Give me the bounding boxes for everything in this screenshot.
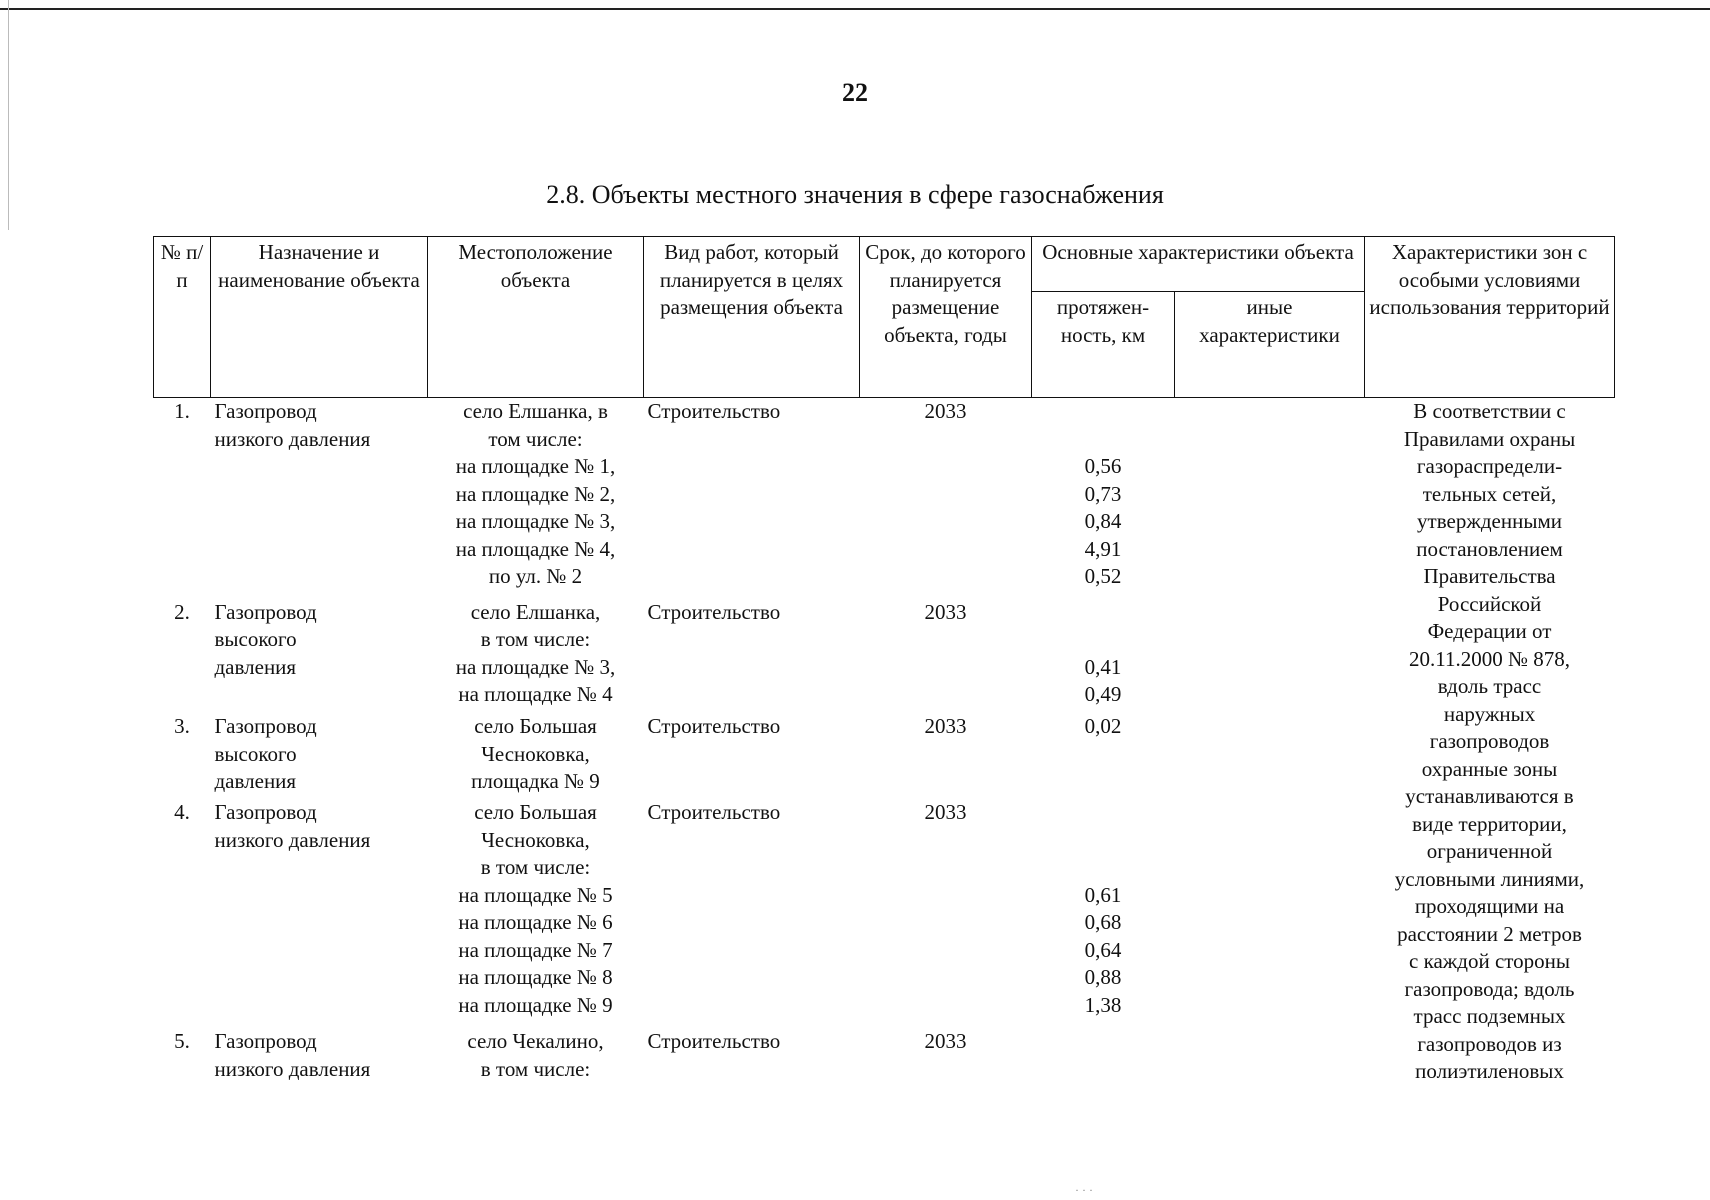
object-location-line: Чесноковка, bbox=[481, 741, 590, 766]
length-km bbox=[1032, 599, 1175, 714]
other-characteristics bbox=[1175, 398, 1365, 599]
deadline-year: 2033 bbox=[924, 599, 967, 624]
length-km-line: 0,61 bbox=[1084, 882, 1122, 907]
other-characteristics bbox=[1175, 599, 1365, 714]
object-location-line: в том числе: bbox=[480, 1056, 591, 1081]
zone-characteristics-line: с каждой стороны bbox=[1409, 949, 1571, 973]
object-location-line: на площадке № 8 bbox=[458, 965, 613, 990]
object-location bbox=[428, 799, 644, 1028]
object-location-line: в том числе: bbox=[480, 627, 591, 652]
header-deadline: Срок, до которого планируется размещение объекта, годы bbox=[860, 237, 1032, 398]
zone-characteristics-line: вдоль трасс bbox=[1437, 674, 1542, 698]
zone-characteristics-line: тельных сетей, bbox=[1422, 481, 1557, 506]
object-location-line: на площадке № 2, bbox=[455, 481, 616, 506]
zone-characteristics-line: постановлением bbox=[1416, 536, 1563, 561]
object-location-line: на площадке № 3, bbox=[455, 654, 616, 679]
object-location-line: на площадке № 1, bbox=[455, 454, 616, 478]
object-location-line: площадка № 9 bbox=[471, 769, 600, 794]
length-km-line: 4,91 bbox=[1084, 536, 1122, 561]
zone-characteristics-line: Правительства bbox=[1423, 564, 1556, 588]
zone-characteristics-line: В соответствии с bbox=[1413, 399, 1566, 423]
table-header bbox=[154, 237, 1615, 398]
length-km bbox=[1032, 799, 1175, 1028]
object-location-line: на площадке № 4 bbox=[458, 682, 613, 707]
length-km bbox=[1032, 713, 1175, 799]
header-zones: Характеристики зон с особыми условиями использования территорий bbox=[1365, 237, 1615, 398]
row-number: 5. bbox=[174, 1029, 190, 1054]
zone-characteristics-line: проходящими на bbox=[1414, 894, 1565, 918]
object-location bbox=[428, 599, 644, 714]
length-km-line bbox=[1036, 426, 1171, 454]
zone-characteristics-line: условными линиями, bbox=[1394, 866, 1585, 891]
object-location-line: село Елшанка, в bbox=[463, 399, 608, 423]
length-km-line bbox=[1036, 799, 1171, 827]
length-km-line bbox=[1036, 626, 1171, 654]
object-location-line: том числе: bbox=[488, 426, 583, 451]
length-km-line: 0,68 bbox=[1084, 910, 1122, 935]
length-km bbox=[1032, 398, 1175, 599]
other-characteristics bbox=[1175, 713, 1365, 799]
object-location-line: село Большая bbox=[474, 714, 597, 739]
zone-characteristics-line: виде территории, bbox=[1412, 811, 1567, 836]
header-location: Местоположение объекта bbox=[428, 237, 644, 398]
object-name bbox=[211, 713, 428, 799]
object-location bbox=[428, 1028, 644, 1085]
object-name-line: высокого bbox=[214, 627, 297, 652]
length-km-line: 0,73 bbox=[1084, 481, 1122, 506]
length-km-line bbox=[1036, 599, 1171, 627]
deadline-year: 2033 bbox=[924, 399, 967, 423]
length-km-line: 0,49 bbox=[1084, 682, 1122, 707]
object-location-line: на площадке № 9 bbox=[458, 992, 613, 1017]
row-number: 3. bbox=[174, 714, 190, 739]
zone-characteristics-line: наружных bbox=[1443, 701, 1536, 726]
zone-characteristics-line: охранные зоны bbox=[1421, 756, 1558, 781]
zone-characteristics-line: газопровода; вдоль bbox=[1404, 976, 1575, 1001]
zone-characteristics-line: Правилами охраны bbox=[1403, 426, 1576, 451]
length-km-line bbox=[1036, 827, 1171, 855]
object-location-line: в том числе: bbox=[480, 855, 591, 880]
object-name-line: Газопровод bbox=[214, 800, 317, 825]
object-name-line: низкого давления bbox=[214, 1056, 371, 1081]
object-location-line: на площадке № 7 bbox=[458, 937, 613, 962]
zone-characteristics bbox=[1365, 398, 1615, 1086]
header-length: протяжен-ность, км bbox=[1032, 292, 1175, 398]
object-location-line: село Чекалино, bbox=[467, 1029, 604, 1054]
object-name bbox=[211, 599, 428, 714]
deadline-year: 2033 bbox=[924, 1029, 967, 1054]
length-km-line bbox=[1036, 854, 1171, 882]
gas-objects-table bbox=[153, 236, 1615, 1086]
zone-characteristics-line: полиэтиленовых bbox=[1415, 1059, 1564, 1083]
work-type: Строительство bbox=[647, 714, 781, 739]
row-number: 2. bbox=[174, 599, 190, 624]
object-location-line: по ул. № 2 bbox=[488, 564, 583, 588]
zone-characteristics-line: газопроводов из bbox=[1417, 1031, 1562, 1056]
object-name-line: высокого bbox=[214, 741, 297, 766]
object-location-line: на площадке № 5 bbox=[458, 882, 613, 907]
header-main-characteristics: Основные характеристики объекта bbox=[1032, 237, 1365, 292]
length-km-line: 0,52 bbox=[1084, 564, 1122, 588]
row-number: 4. bbox=[174, 800, 190, 825]
other-characteristics bbox=[1175, 799, 1365, 1028]
length-km-line: 1,38 bbox=[1084, 992, 1122, 1017]
length-km-line bbox=[1036, 398, 1171, 426]
object-name bbox=[211, 1028, 428, 1085]
table-row bbox=[154, 398, 1615, 599]
length-km bbox=[1032, 1028, 1175, 1085]
length-km-line: 0,84 bbox=[1084, 509, 1122, 533]
object-location bbox=[428, 398, 644, 599]
object-location-line: село Елшанка, bbox=[470, 599, 601, 624]
length-km-line: 0,41 bbox=[1084, 654, 1122, 679]
header-other: иные характеристики bbox=[1175, 292, 1365, 398]
object-name-line: Газопровод bbox=[214, 714, 317, 739]
object-location-line: на площадке № 4, bbox=[455, 536, 616, 561]
zone-characteristics-line: Российской bbox=[1437, 591, 1542, 616]
object-location-line: Чесноковка, bbox=[481, 827, 590, 852]
object-name bbox=[211, 398, 428, 599]
work-type: Строительство bbox=[647, 800, 781, 825]
scan-edge-top bbox=[0, 8, 1710, 10]
length-km-line: 0,64 bbox=[1084, 937, 1122, 962]
work-type: Строительство bbox=[647, 399, 781, 423]
object-name bbox=[211, 799, 428, 1028]
zone-characteristics-line: трасс подземных bbox=[1413, 1004, 1566, 1028]
length-km-line: 0,02 bbox=[1084, 714, 1122, 739]
object-location-line: на площадке № 3, bbox=[455, 509, 616, 533]
zone-characteristics-line: 20.11.2000 № 878, bbox=[1409, 646, 1571, 671]
length-km-line: 0,56 bbox=[1084, 454, 1122, 478]
object-location-line: на площадке № 6 bbox=[458, 910, 613, 935]
zone-characteristics-line: газораспредели- bbox=[1416, 454, 1563, 478]
object-name-line: давления bbox=[214, 769, 297, 794]
object-name-line: низкого давления bbox=[214, 827, 371, 852]
zone-characteristics-line: утвержденными bbox=[1417, 509, 1562, 533]
other-characteristics bbox=[1175, 1028, 1365, 1085]
work-type: Строительство bbox=[647, 1029, 781, 1054]
zone-characteristics-line: расстоянии 2 метров bbox=[1397, 921, 1582, 946]
work-type: Строительство bbox=[647, 599, 781, 624]
row-number: 1. bbox=[174, 399, 190, 423]
table-body bbox=[154, 398, 1615, 1086]
length-km-line: 0,88 bbox=[1084, 965, 1122, 990]
zone-characteristics-line: газопроводов bbox=[1429, 729, 1550, 753]
zone-characteristics-line: Федерации от bbox=[1427, 619, 1552, 643]
object-location bbox=[428, 713, 644, 799]
object-name-line: Газопровод bbox=[214, 399, 317, 423]
object-name-line: низкого давления bbox=[214, 426, 371, 451]
page-number: 22 bbox=[842, 78, 868, 107]
scan-specks: · · · bbox=[1075, 1183, 1093, 1197]
object-location-line: село Большая bbox=[474, 800, 597, 825]
object-name-line: Газопровод bbox=[214, 1029, 317, 1054]
header-num: № п/п bbox=[154, 237, 211, 398]
object-name-line: Газопровод bbox=[214, 599, 317, 624]
deadline-year: 2033 bbox=[924, 714, 967, 739]
deadline-year: 2033 bbox=[924, 800, 967, 825]
zone-characteristics-line: устанавливаются в bbox=[1405, 784, 1574, 808]
zone-characteristics-line: ограниченной bbox=[1426, 839, 1553, 863]
header-work: Вид работ, который планируется в целях размещения объекта bbox=[644, 237, 860, 398]
header-name: Назначение и наименование объекта bbox=[211, 237, 428, 398]
object-name-line: давления bbox=[214, 654, 297, 679]
section-title: 2.8. Объекты местного значения в сфере газоснабжения bbox=[546, 180, 1164, 209]
